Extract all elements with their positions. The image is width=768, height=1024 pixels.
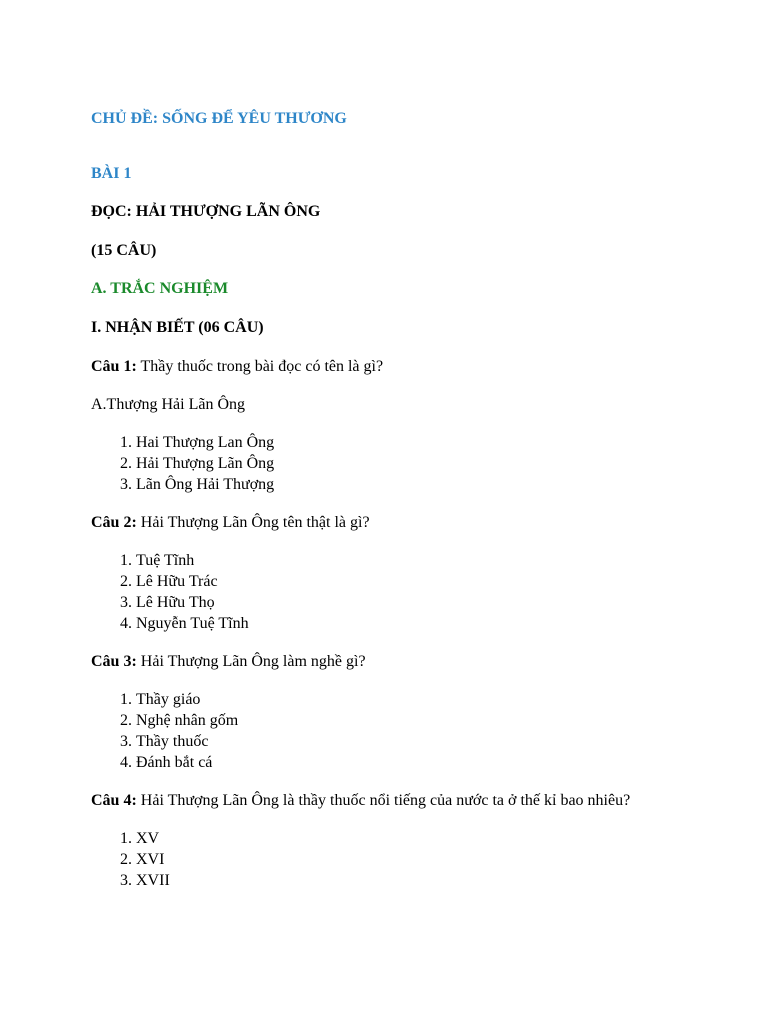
question-1-text: Thầy thuốc trong bài đọc có tên là gì? bbox=[136, 358, 384, 375]
option-item: 3. Lãn Ông Hải Thượng bbox=[136, 474, 677, 495]
question-4-text: Hải Thượng Lãn Ông là thầy thuốc nổi tiếng của nước ta ở thế kỉ bao nhiêu? bbox=[136, 792, 631, 809]
option-item: 1. Thầy giáo bbox=[136, 689, 677, 710]
option-item: 1. XV bbox=[136, 828, 677, 849]
question-4 bbox=[91, 790, 677, 811]
question-2-options bbox=[91, 550, 677, 634]
section-heading: A. TRẮC NGHIỆM bbox=[91, 280, 229, 297]
option-item: 1. Tuệ Tĩnh bbox=[136, 550, 677, 571]
question-3 bbox=[91, 651, 677, 672]
question-1 bbox=[91, 356, 677, 377]
question-4-label: Câu 4: bbox=[91, 792, 137, 809]
option-item: 2. Lê Hữu Trác bbox=[136, 571, 677, 592]
topic-heading: CHỦ ĐỀ: SỐNG ĐỂ YÊU THƯƠNG bbox=[91, 110, 347, 127]
question-2-label: Câu 2: bbox=[91, 514, 137, 531]
question-2-text: Hải Thượng Lãn Ông tên thật là gì? bbox=[136, 514, 370, 531]
option-item: 4. Nguyễn Tuệ Tĩnh bbox=[136, 613, 677, 634]
option-item: 2. Hải Thượng Lãn Ông bbox=[136, 453, 677, 474]
lesson-heading: BÀI 1 bbox=[91, 165, 132, 182]
question-1-options bbox=[91, 432, 677, 495]
option-item: 1. Hai Thượng Lan Ông bbox=[136, 432, 677, 453]
option-item: 2. Nghệ nhân gốm bbox=[136, 710, 677, 731]
option-item: 3. Thầy thuốc bbox=[136, 731, 677, 752]
option-item: 3. Lê Hữu Thọ bbox=[136, 592, 677, 613]
question-3-text: Hải Thượng Lãn Ông làm nghề gì? bbox=[136, 653, 366, 670]
question-3-label: Câu 3: bbox=[91, 653, 137, 670]
reading-title: ĐỌC: HẢI THƯỢNG LÃN ÔNG bbox=[91, 203, 321, 220]
option-item: 4. Đánh bắt cá bbox=[136, 752, 677, 773]
question-3-options bbox=[91, 689, 677, 773]
option-item: 3. XVII bbox=[136, 870, 677, 891]
option-item: 2. XVI bbox=[136, 849, 677, 870]
question-4-options bbox=[91, 828, 677, 891]
level-heading: I. NHẬN BIẾT (06 CÂU) bbox=[91, 319, 264, 336]
question-count: (15 CÂU) bbox=[91, 242, 157, 259]
question-1-label: Câu 1: bbox=[91, 358, 137, 375]
document-page bbox=[91, 108, 677, 908]
question-1-pre-option: A.Thượng Hải Lãn Ông bbox=[91, 396, 245, 413]
question-2 bbox=[91, 512, 677, 533]
